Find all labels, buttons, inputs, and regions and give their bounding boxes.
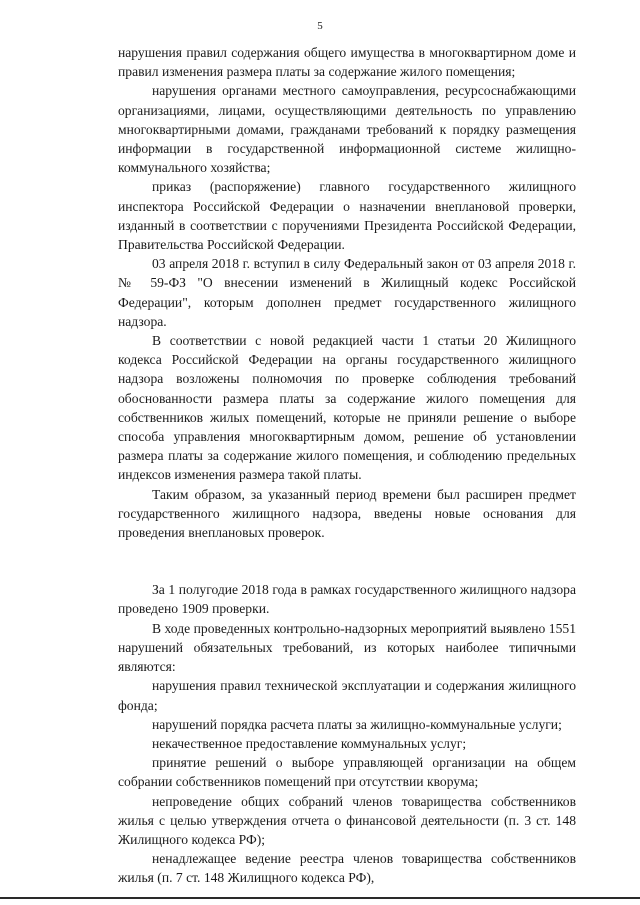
- list-item-members-registry: ненадлежащее ведение реестра членов товарищества собственников жилья (п. 7 ст. 148 Жилищного кодекса РФ),: [118, 851, 576, 886]
- paragraph-housing-code-article: В соответствии с новой редакцией части 1 статьи 20 Жилищного кодекса Российской Федерации на органы государственного жилищного надзора возложены полномочия по проверке соблюдения требований обоснованности размера платы за содержание жилого помещения для собственников жилых помещений, которые не приняли решение о выборе способа управления многоквартирным домом, решение об установлении размера платы за содержание жилого помещения, и соблюдению предельных индексов изменения размера такой платы.: [118, 333, 576, 483]
- paragraph-violations-information-placement: нарушения органами местного самоуправления, ресурсоснабжающими организациями, лицами, осуществляющими деятельность по управлению многоквартирными домами, гражданами требований к порядку размещения информации в государственной информационной системе жилищно-коммунального хозяйства;: [118, 83, 576, 176]
- list-item-technical-operation: нарушения правил технической эксплуатации и содержания жилищного фонда;: [118, 678, 576, 713]
- paragraph-conclusion: Таким образом, за указанный период времени был расширен предмет государственного жилищного надзора, введены новые основания для проведения внеплановых проверок.: [118, 486, 576, 541]
- list-item-general-meetings: непроведение общих собраний членов товарищества собственников жилья с целью утверждения отчета о финансовой деятельности (п. 3 ст. 148 Жилищного кодекса РФ);: [118, 793, 576, 847]
- page-bottom-edge: [0, 897, 640, 899]
- paragraph-violations-common-property: нарушения правил содержания общего имущества в многоквартирном доме и правил изменения размера платы за содержание жилого помещения;: [118, 45, 576, 80]
- page-number: 5: [317, 20, 323, 32]
- paragraph-violations-found: В ходе проведенных контрольно-надзорных мероприятий выявлено 1551 нарушений обязательных требований, из которых наиболее типичными являются:: [118, 620, 576, 675]
- list-item-utility-services: некачественное предоставление коммунальных услуг;: [152, 735, 467, 751]
- paragraph-inspections-count: За 1 полугодие 2018 года в рамках государственного жилищного надзора проведено 1909 проверки.: [118, 582, 576, 617]
- list-item-payment-calculation: нарушений порядка расчета платы за жилищно-коммунальные услуги;: [152, 716, 562, 732]
- paragraph-federal-law: 03 апреля 2018 г. вступил в силу Федеральный закон от 03 апреля 2018 г. № 59-ФЗ "О внесении изменений в Жилищный кодекс Российской Федерации", которым дополнен предмет государственного жилищного надзора.: [118, 256, 576, 329]
- paragraph-order-inspection: приказ (распоряжение) главного государственного жилищного инспектора Российской Федерации о назначении внеплановой проверки, изданный в соответствии с поручениями Президента Российской Федерации, Правительства Российской Федерации.: [118, 179, 576, 253]
- document-body: [118, 43, 576, 888]
- section-gap: [118, 542, 576, 580]
- list-item-management-decision: принятие решений о выборе управляющей организации на общем собрании собственников помещений при отсутствии кворума;: [118, 755, 576, 790]
